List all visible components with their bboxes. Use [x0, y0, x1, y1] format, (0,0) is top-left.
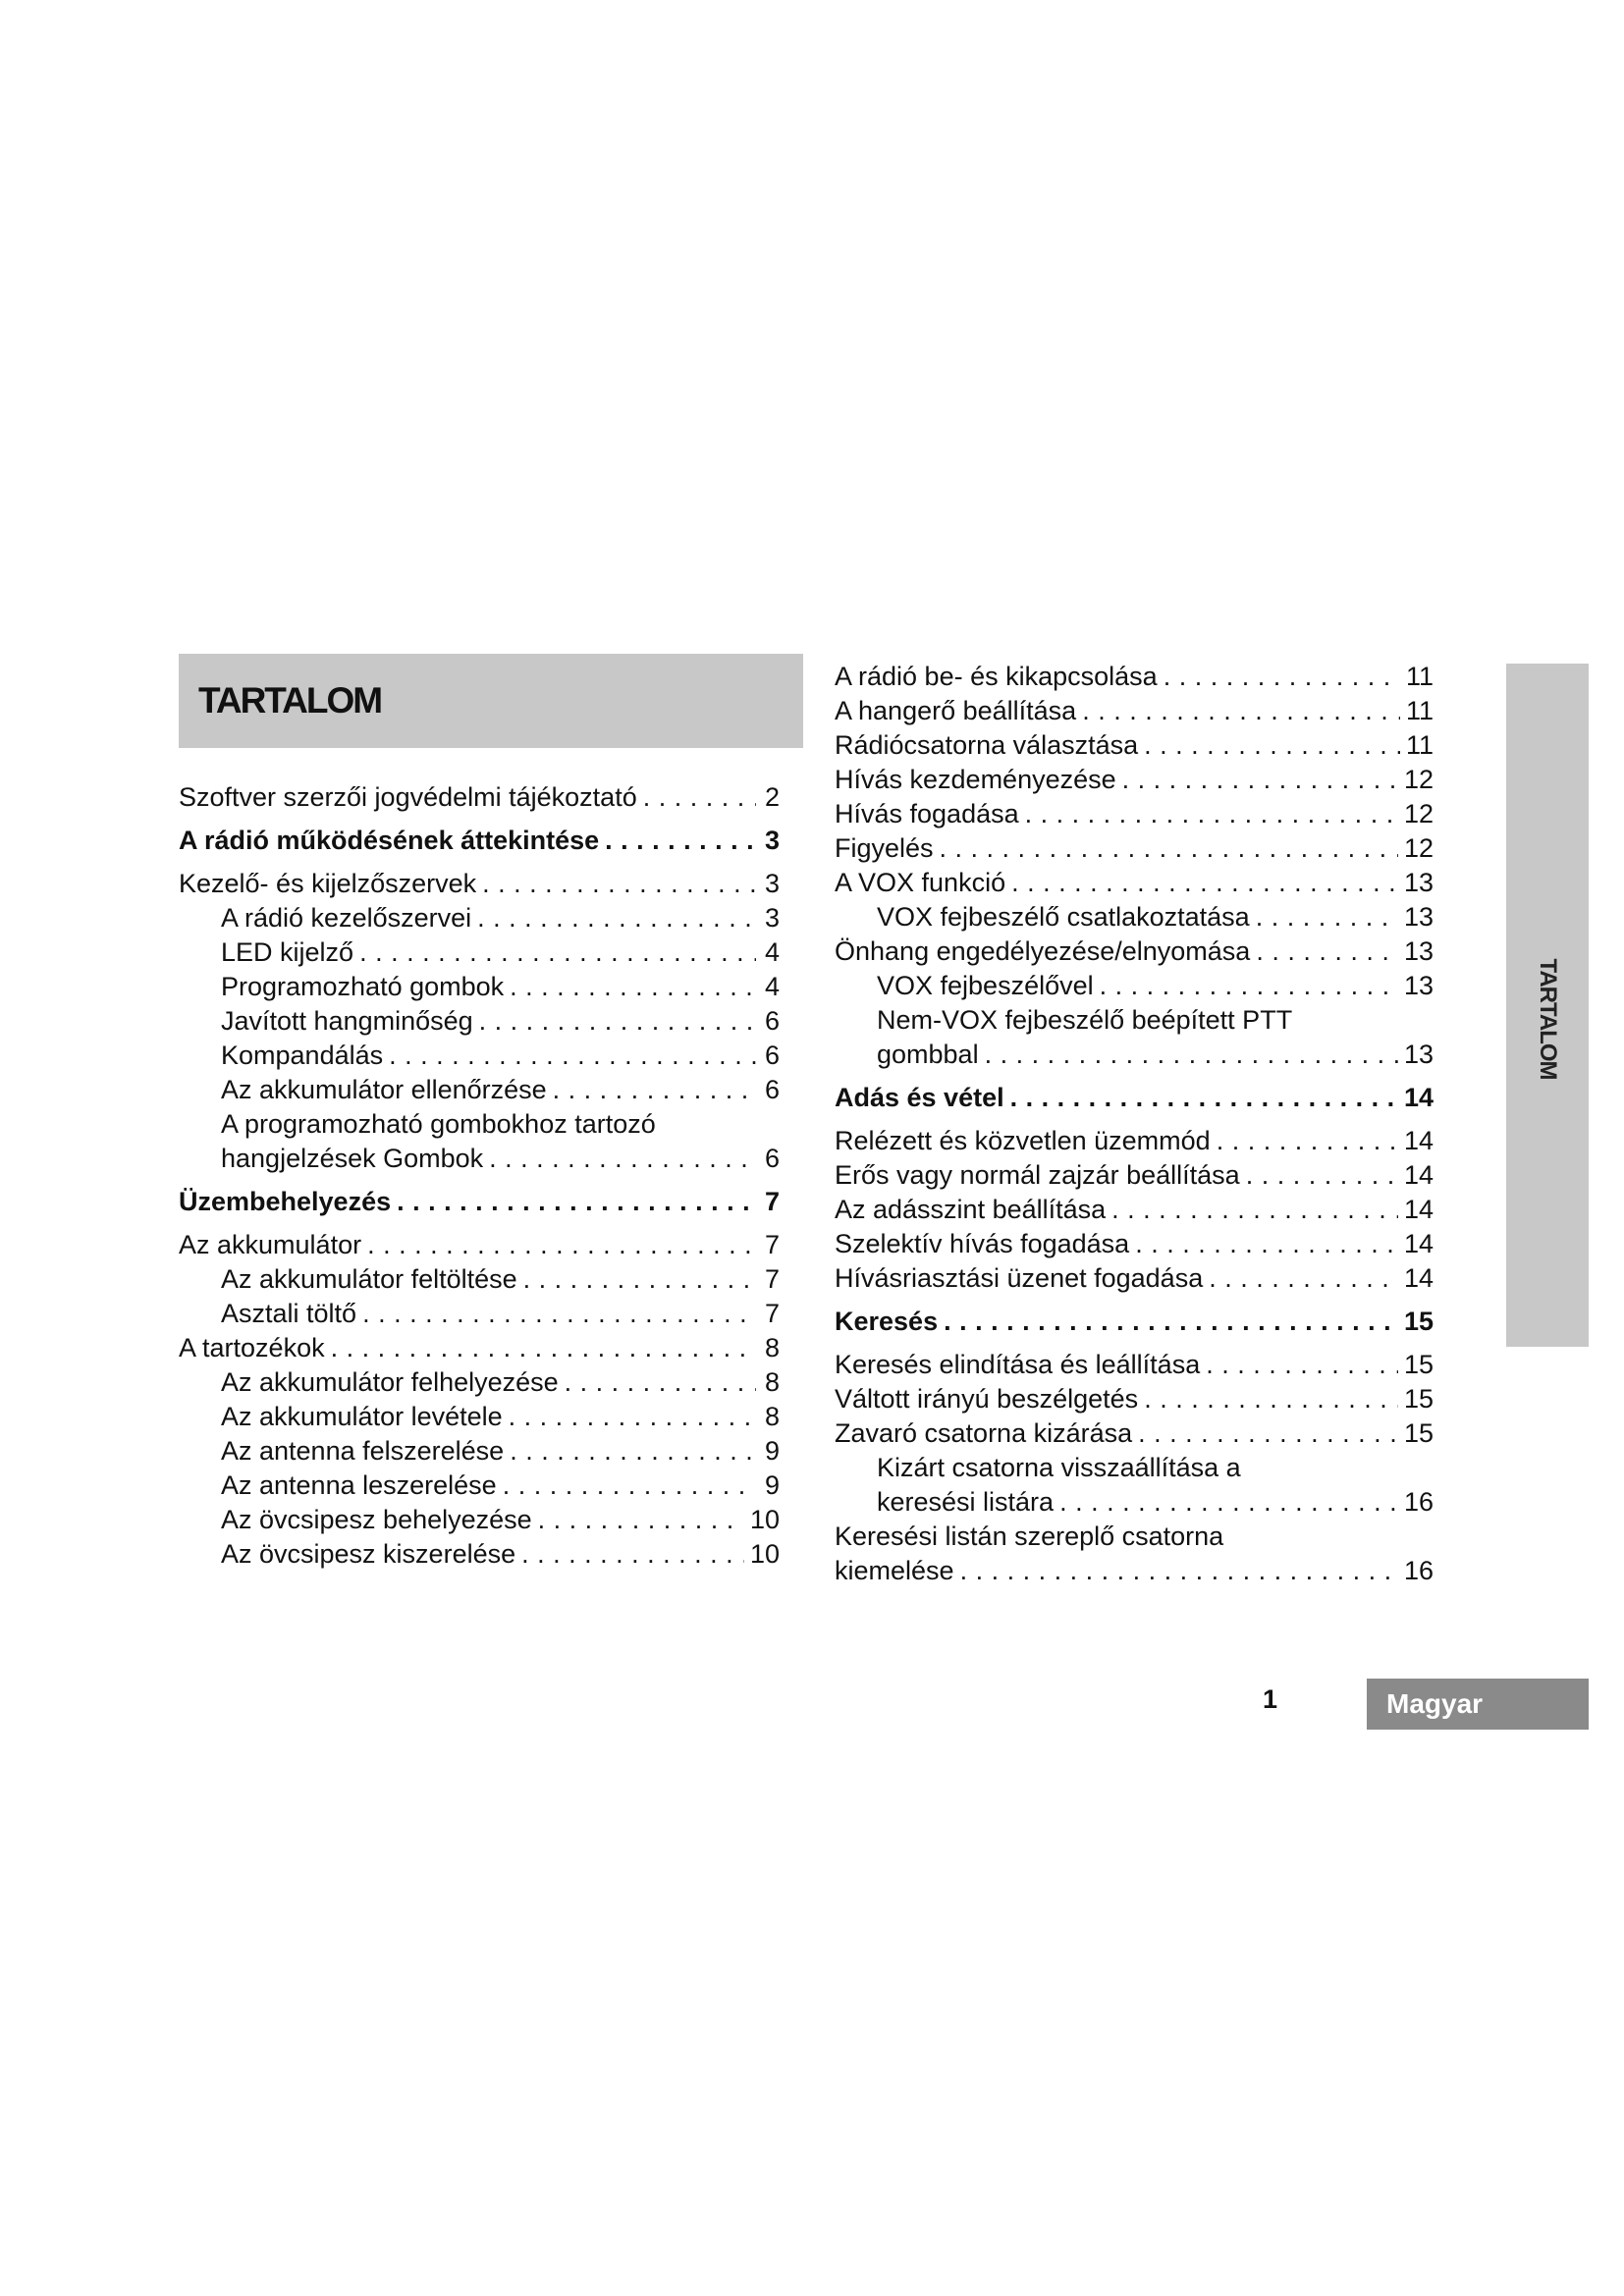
toc-page-number: 16 [1403, 1487, 1434, 1517]
toc-entry-text: Az adásszint beállítása [835, 1195, 1107, 1224]
toc-page-number: 10 [749, 1505, 780, 1534]
toc-entry-text: Keresés elindítása és leállítása [835, 1350, 1201, 1379]
dot-leader [565, 1365, 756, 1400]
toc-page-number: 4 [764, 937, 780, 967]
language-label: Magyar [1386, 1688, 1484, 1719]
dot-leader [1217, 1124, 1398, 1158]
toc-entry[interactable] [835, 1227, 1434, 1261]
toc-entry-text: hangjelzések Gombok [221, 1144, 484, 1173]
toc-page-number: 12 [1403, 765, 1434, 794]
toc-entry[interactable] [179, 970, 780, 1004]
toc-title-box [179, 654, 803, 748]
toc-entry-text: Rádiócsatorna választása [835, 730, 1139, 760]
toc-entry-text: Nem-VOX fejbeszélő beépített PTT [877, 1005, 1293, 1035]
toc-entry-text: A rádió működésének áttekintése [179, 826, 600, 855]
toc-entry-text: Szoftver szerzői jogvédelmi tájékoztató [179, 782, 637, 812]
toc-entry-text: A hangerő beállítása [835, 696, 1077, 725]
toc-page-number: 7 [764, 1187, 780, 1216]
dot-leader [944, 1305, 1398, 1339]
toc-page-number: 14 [1403, 1195, 1434, 1224]
toc-page-number: 6 [764, 1144, 780, 1173]
dot-leader [1111, 1193, 1398, 1227]
toc-entry-continuation[interactable] [835, 1038, 1434, 1072]
toc-entry-text: A tartozékok [179, 1333, 325, 1362]
toc-entry[interactable] [835, 1158, 1434, 1193]
toc-page-number: 6 [764, 1041, 780, 1070]
toc-entry[interactable] [835, 1520, 1434, 1554]
toc-entry[interactable] [835, 934, 1434, 969]
toc-page-number: 15 [1403, 1350, 1434, 1379]
dot-leader [331, 1331, 756, 1365]
toc-entry-text: A programozható gombokhoz tartozó [221, 1109, 656, 1139]
toc-page-number: 11 [1405, 696, 1434, 725]
toc-page-number: 9 [764, 1470, 780, 1500]
toc-page-number: 14 [1403, 1263, 1434, 1293]
dot-leader [1206, 1348, 1398, 1382]
toc-entry-text: Üzembehelyezés [179, 1187, 392, 1216]
toc-page-number: 11 [1405, 730, 1434, 760]
toc-entry[interactable] [835, 694, 1434, 728]
toc-entry-text: Váltott irányú beszélgetés [835, 1384, 1139, 1414]
toc-entry-text: Kizárt csatorna visszaállítása a [877, 1453, 1241, 1482]
toc-page-number: 14 [1403, 1160, 1434, 1190]
dot-leader [1144, 728, 1400, 763]
side-tab-label: TARTALOM [1535, 958, 1561, 1080]
toc-page-number: 8 [764, 1367, 780, 1397]
dot-leader [367, 1228, 756, 1262]
page-number: 1 [1263, 1684, 1278, 1714]
toc-entry[interactable] [179, 1185, 780, 1219]
dot-leader [1011, 866, 1398, 900]
toc-entry[interactable] [179, 1503, 780, 1537]
toc-entry-text: Asztali töltő [221, 1299, 357, 1328]
toc-entry-text: keresési listára [877, 1487, 1055, 1517]
dot-leader [503, 1468, 756, 1503]
dot-leader [1144, 1382, 1398, 1416]
toc-entry-text: Hívás fogadása [835, 799, 1019, 828]
toc-page-number: 14 [1403, 1083, 1434, 1112]
toc-entry-text: A rádió kezelőszervei [221, 903, 472, 933]
toc-page-number: 13 [1403, 1040, 1434, 1069]
toc-page-number: 13 [1403, 902, 1434, 932]
dot-leader [1256, 934, 1398, 969]
toc-entry[interactable] [179, 1039, 780, 1073]
toc-entry[interactable] [179, 780, 780, 815]
toc-entry-text: Programozható gombok [221, 972, 505, 1001]
dot-leader [1100, 969, 1398, 1003]
toc-entry[interactable] [835, 728, 1434, 763]
dot-leader [1209, 1261, 1398, 1296]
toc-entry[interactable] [179, 1107, 780, 1142]
toc-entry-text: Az akkumulátor feltöltése [221, 1264, 517, 1294]
toc-entry[interactable] [179, 867, 780, 901]
toc-page-number: 6 [764, 1075, 780, 1104]
dot-leader [1025, 797, 1398, 831]
toc-entry-text: kiemelése [835, 1556, 954, 1585]
language-tab [1367, 1679, 1589, 1730]
toc-page-number: 6 [764, 1006, 780, 1036]
toc-entry-text: Az akkumulátor felhelyezése [221, 1367, 559, 1397]
toc-page-number: 13 [1403, 971, 1434, 1000]
toc-entry-text: Hívásriasztási üzenet fogadása [835, 1263, 1204, 1293]
toc-entry-text: Relézett és közvetlen üzemmód [835, 1126, 1211, 1155]
toc-entry[interactable] [179, 824, 780, 858]
toc-entry-text: Az akkumulátor [179, 1230, 362, 1259]
dot-leader [1059, 1485, 1398, 1520]
toc-entry[interactable] [835, 1193, 1434, 1227]
toc-page-number: 3 [764, 826, 780, 855]
toc-entry-text: gombbal [877, 1040, 979, 1069]
dot-leader [1138, 1416, 1398, 1451]
toc-page-number: 13 [1403, 936, 1434, 966]
toc-page-number: 2 [764, 782, 780, 812]
toc-page-number: 12 [1403, 833, 1434, 863]
dot-leader [397, 1185, 756, 1219]
dot-leader [477, 901, 756, 935]
toc-entry[interactable] [179, 1262, 780, 1297]
toc-entry[interactable] [179, 935, 780, 970]
dot-leader [1164, 660, 1400, 694]
dot-leader [359, 935, 756, 970]
toc-entry-text: Az antenna felszerelése [221, 1436, 505, 1466]
dot-leader [521, 1537, 744, 1572]
toc-page-number: 3 [764, 869, 780, 898]
dot-leader [389, 1039, 756, 1073]
dot-leader [985, 1038, 1398, 1072]
toc-entry[interactable] [835, 1348, 1434, 1382]
toc-page-number: 7 [764, 1264, 780, 1294]
toc-page-number: 15 [1403, 1418, 1434, 1448]
toc-entry-text: Hívás kezdeményezése [835, 765, 1116, 794]
toc-page-number: 7 [764, 1299, 780, 1328]
section-side-tab [1506, 664, 1589, 1347]
toc-entry[interactable] [179, 901, 780, 935]
toc-entry-text: Zavaró csatorna kizárása [835, 1418, 1133, 1448]
dot-leader [553, 1073, 756, 1107]
toc-page-number: 14 [1403, 1126, 1434, 1155]
dot-leader [643, 780, 756, 815]
toc-page-number: 3 [764, 903, 780, 933]
toc-entry[interactable] [835, 969, 1434, 1003]
toc-entry[interactable] [179, 1468, 780, 1503]
toc-entry-text: Az antenna leszerelése [221, 1470, 497, 1500]
toc-entry[interactable] [835, 797, 1434, 831]
dot-leader [489, 1142, 756, 1176]
toc-entry[interactable] [835, 1124, 1434, 1158]
toc-entry-text: VOX fejbeszélővel [877, 971, 1094, 1000]
toc-entry[interactable] [835, 1416, 1434, 1451]
dot-leader [509, 1400, 756, 1434]
toc-entry[interactable] [179, 1004, 780, 1039]
dot-leader [940, 831, 1398, 866]
dot-leader [1246, 1158, 1398, 1193]
toc-entry[interactable] [835, 831, 1434, 866]
toc-page-number: 8 [764, 1402, 780, 1431]
toc-page-number: 11 [1405, 662, 1434, 691]
toc-page-number: 15 [1403, 1307, 1434, 1336]
toc-entry[interactable] [179, 1434, 780, 1468]
toc-page-number: 4 [764, 972, 780, 1001]
toc-left-column [179, 780, 780, 1572]
toc-entry[interactable] [179, 1331, 780, 1365]
toc-entry[interactable] [835, 866, 1434, 900]
dot-leader [510, 1434, 756, 1468]
toc-entry-continuation[interactable] [179, 1142, 780, 1176]
toc-entry-continuation[interactable] [835, 1554, 1434, 1588]
toc-entry[interactable] [179, 1297, 780, 1331]
dot-leader [1010, 1081, 1398, 1115]
toc-entry-text: Az akkumulátor ellenőrzése [221, 1075, 547, 1104]
dot-leader [482, 867, 756, 901]
toc-entry[interactable] [835, 1003, 1434, 1038]
toc-entry[interactable] [179, 1400, 780, 1434]
toc-entry-text: A rádió be- és kikapcsolása [835, 662, 1158, 691]
dot-leader [510, 970, 756, 1004]
toc-entry[interactable] [179, 1365, 780, 1400]
toc-page-number: 12 [1403, 799, 1434, 828]
toc-entry-text: Szelektív hívás fogadása [835, 1229, 1130, 1258]
toc-entry[interactable] [835, 1261, 1434, 1296]
toc-entry[interactable] [835, 900, 1434, 934]
toc-entry-text: Kezelő- és kijelzőszervek [179, 869, 477, 898]
dot-leader [362, 1297, 756, 1331]
toc-entry-text: A VOX funkció [835, 868, 1006, 897]
dot-leader [1122, 763, 1398, 797]
dot-leader [605, 824, 756, 858]
toc-entry[interactable] [835, 1081, 1434, 1115]
toc-page-number: 9 [764, 1436, 780, 1466]
toc-entry-text: Figyelés [835, 833, 934, 863]
toc-entry[interactable] [179, 1228, 780, 1262]
dot-leader [960, 1554, 1398, 1588]
toc-entry-text: Önhang engedélyezése/elnyomása [835, 936, 1251, 966]
toc-page-number: 8 [764, 1333, 780, 1362]
toc-entry-text: Az akkumulátor levétele [221, 1402, 503, 1431]
toc-entry[interactable] [835, 1451, 1434, 1485]
dot-leader [479, 1004, 756, 1039]
dot-leader [538, 1503, 744, 1537]
dot-leader [1082, 694, 1400, 728]
toc-entry-text: Az övcsipesz behelyezése [221, 1505, 532, 1534]
toc-entry[interactable] [835, 660, 1434, 694]
toc-entry-text: Erős vagy normál zajzár beállítása [835, 1160, 1240, 1190]
toc-page-number: 14 [1403, 1229, 1434, 1258]
dot-leader [523, 1262, 756, 1297]
dot-leader [1135, 1227, 1398, 1261]
toc-page-number: 15 [1403, 1384, 1434, 1414]
page-title: TARTALOM [198, 680, 382, 721]
toc-page-number: 13 [1403, 868, 1434, 897]
toc-entry-text: VOX fejbeszélő csatlakoztatása [877, 902, 1250, 932]
toc-entry[interactable] [835, 1382, 1434, 1416]
toc-entry-continuation[interactable] [835, 1485, 1434, 1520]
toc-entry-text: LED kijelző [221, 937, 354, 967]
toc-page-number: 10 [749, 1539, 780, 1569]
toc-page-number: 7 [764, 1230, 780, 1259]
toc-entry[interactable] [179, 1537, 780, 1572]
toc-entry-text: Keresési listán szereplő csatorna [835, 1522, 1224, 1551]
toc-page-number: 16 [1403, 1556, 1434, 1585]
toc-entry-text: Keresés [835, 1307, 939, 1336]
toc-entry-text: Az övcsipesz kiszerelése [221, 1539, 516, 1569]
toc-entry[interactable] [835, 1305, 1434, 1339]
toc-entry-text: Javított hangminőség [221, 1006, 473, 1036]
toc-entry[interactable] [835, 763, 1434, 797]
dot-leader [1256, 900, 1398, 934]
toc-entry-text: Adás és vétel [835, 1083, 1004, 1112]
toc-entry-text: Kompandálás [221, 1041, 384, 1070]
toc-right-column [835, 660, 1434, 1588]
toc-entry[interactable] [179, 1073, 780, 1107]
